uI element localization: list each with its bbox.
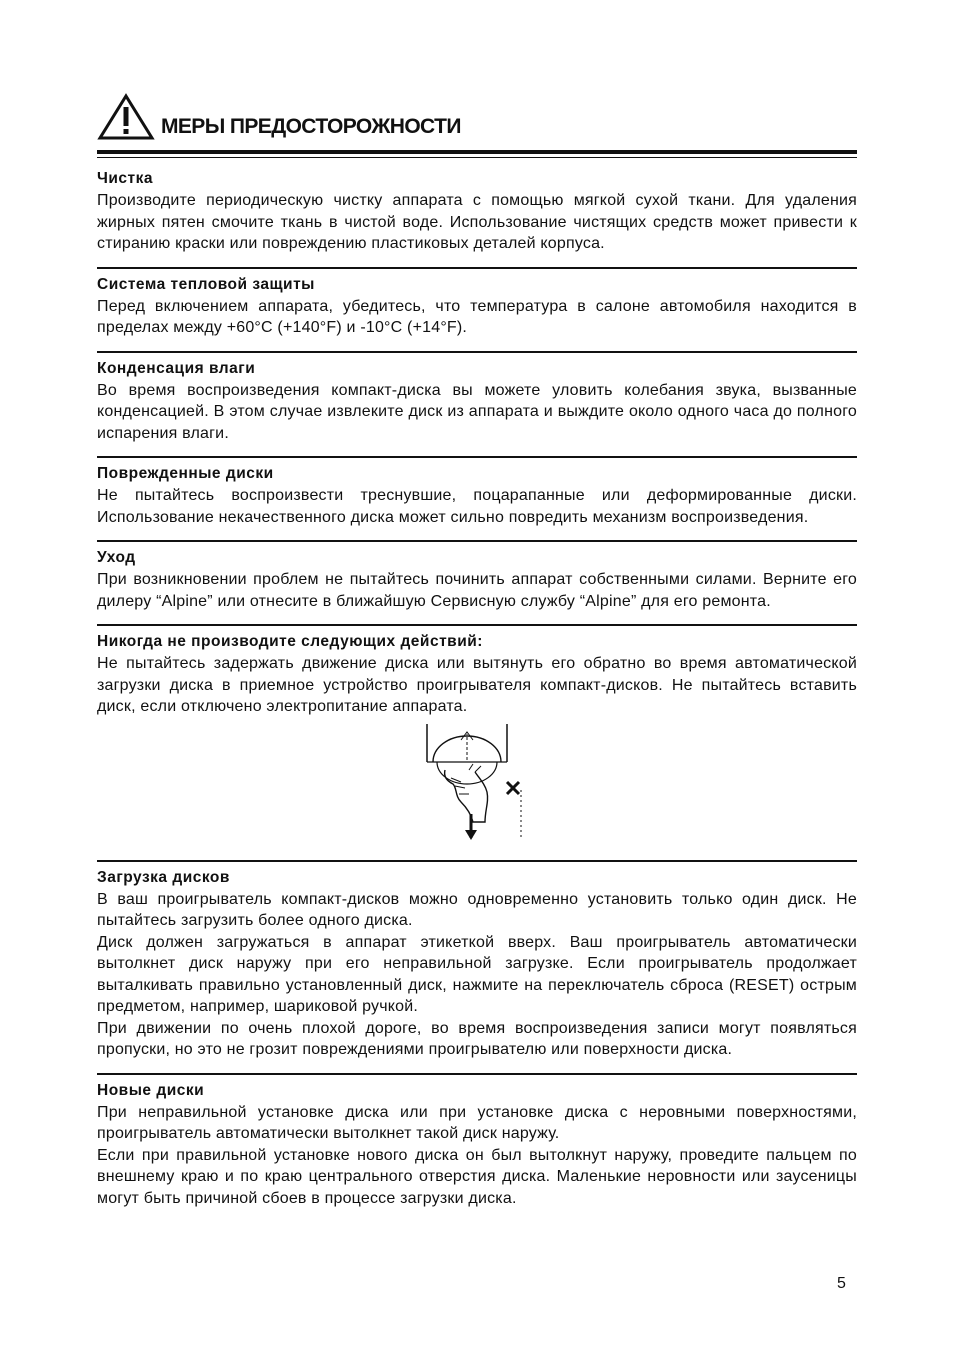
section-paragraph: Диск должен загружаться в аппарат этикеткой вверх. Ваш проигрыватель автоматически вытолкнет диск наружу при его неправильной загрузке. Если проигрыватель продолжает выталкивать правильно установленный диск, нажмите на переключатель сброса (RESET) острым предметом, например, шариковой ручкой.	[97, 933, 857, 1015]
section-title: Чистка	[97, 170, 154, 187]
hand-pulling-disc-prohibited-icon	[415, 722, 535, 846]
section-paragraph: Не пытайтесь воспроизвести треснувшие, поцарапанные или деформированные диски. Использование некачественного диска может сильно повредить механизм воспроизведения.	[97, 487, 857, 526]
page-title: МЕРЫ ПРЕДОСТОРОЖНОСТИ	[161, 115, 461, 138]
section-paragraph: При неправильной установке диска или при установке диска с неровными поверхностями, проигрыватель автоматически вытолкнет такой диск наружу.	[97, 1103, 857, 1142]
section-paragraph: Производите периодическую чистку аппарата с помощью мягкой сухой ткани. Для удаления жирных пятен смочите ткань в чистой воде. Использование чистящих средств может привести к стиранию краски или повреждению пластиковых деталей корпуса.	[97, 192, 857, 252]
section-title: Поврежденные диски	[97, 465, 274, 482]
section-thermal-protection	[97, 267, 857, 339]
page-header	[97, 93, 857, 145]
section-title: Никогда не производите следующих действий:	[97, 633, 483, 650]
illustration-container	[97, 718, 857, 848]
section-maintenance	[97, 540, 857, 612]
section-never-do	[97, 624, 857, 848]
section-paragraph: При возникновении проблем не пытайтесь починить аппарат собственными силами. Верните его дилеру “Alpine” или отнесите в ближайшую Сервисную службу “Alpine” для его ремонта.	[97, 571, 857, 610]
section-disc-loading	[97, 860, 857, 1061]
header-rule	[97, 150, 857, 154]
section-paragraph: Не пытайтесь задержать движение диска или вытянуть его обратно во время автоматической загрузки диска в приемное устройство проигрывателя компакт-дисков. Не пытайтесь вставить диск, если отключено электропитание аппарата.	[97, 655, 857, 715]
section-cleaning	[97, 166, 857, 255]
section-condensation	[97, 351, 857, 445]
section-paragraph: В ваш проигрыватель компакт-дисков можно одновременно установить только один диск. Не пытайтесь загрузить более одного диска.	[97, 890, 857, 929]
sections-container	[97, 166, 857, 1209]
section-title: Уход	[97, 549, 136, 566]
section-paragraph: При движении по очень плохой дороге, во время воспроизведения записи могут появляться пропуски, но это не грозит повреждениями проигрывателю или поверхности диска.	[97, 1019, 857, 1058]
section-paragraph: Перед включением аппарата, убедитесь, что температура в салоне автомобиля находится в пределах между +60°C (+140°F) и -10°C (+14°F).	[97, 297, 857, 336]
section-damaged-discs	[97, 456, 857, 528]
section-paragraph: Во время воспроизведения компакт-диска вы можете уловить колебания звука, вызванные конденсацией. В этом случае извлеките диск из аппарата и выждите около одного часа до полного испарения влаги.	[97, 381, 857, 442]
header-rule-thin	[97, 157, 857, 158]
section-title: Конденсация влаги	[97, 359, 256, 377]
page-number: 5	[837, 1275, 846, 1292]
section-title: Загрузка дисков	[97, 868, 230, 886]
section-title: Система тепловой защиты	[97, 275, 315, 293]
section-new-discs	[97, 1073, 857, 1210]
section-paragraph: Если при правильной установке нового диска он был вытолкнут наружу, проведите пальцем по внешнему краю и по краю центрального отверстия диска. Маленькие неровности или заусеницы могут быть причиной сбоев в процессе загрузки диска.	[97, 1146, 857, 1207]
section-title: Новые диски	[97, 1081, 205, 1099]
warning-triangle-icon	[97, 93, 155, 141]
